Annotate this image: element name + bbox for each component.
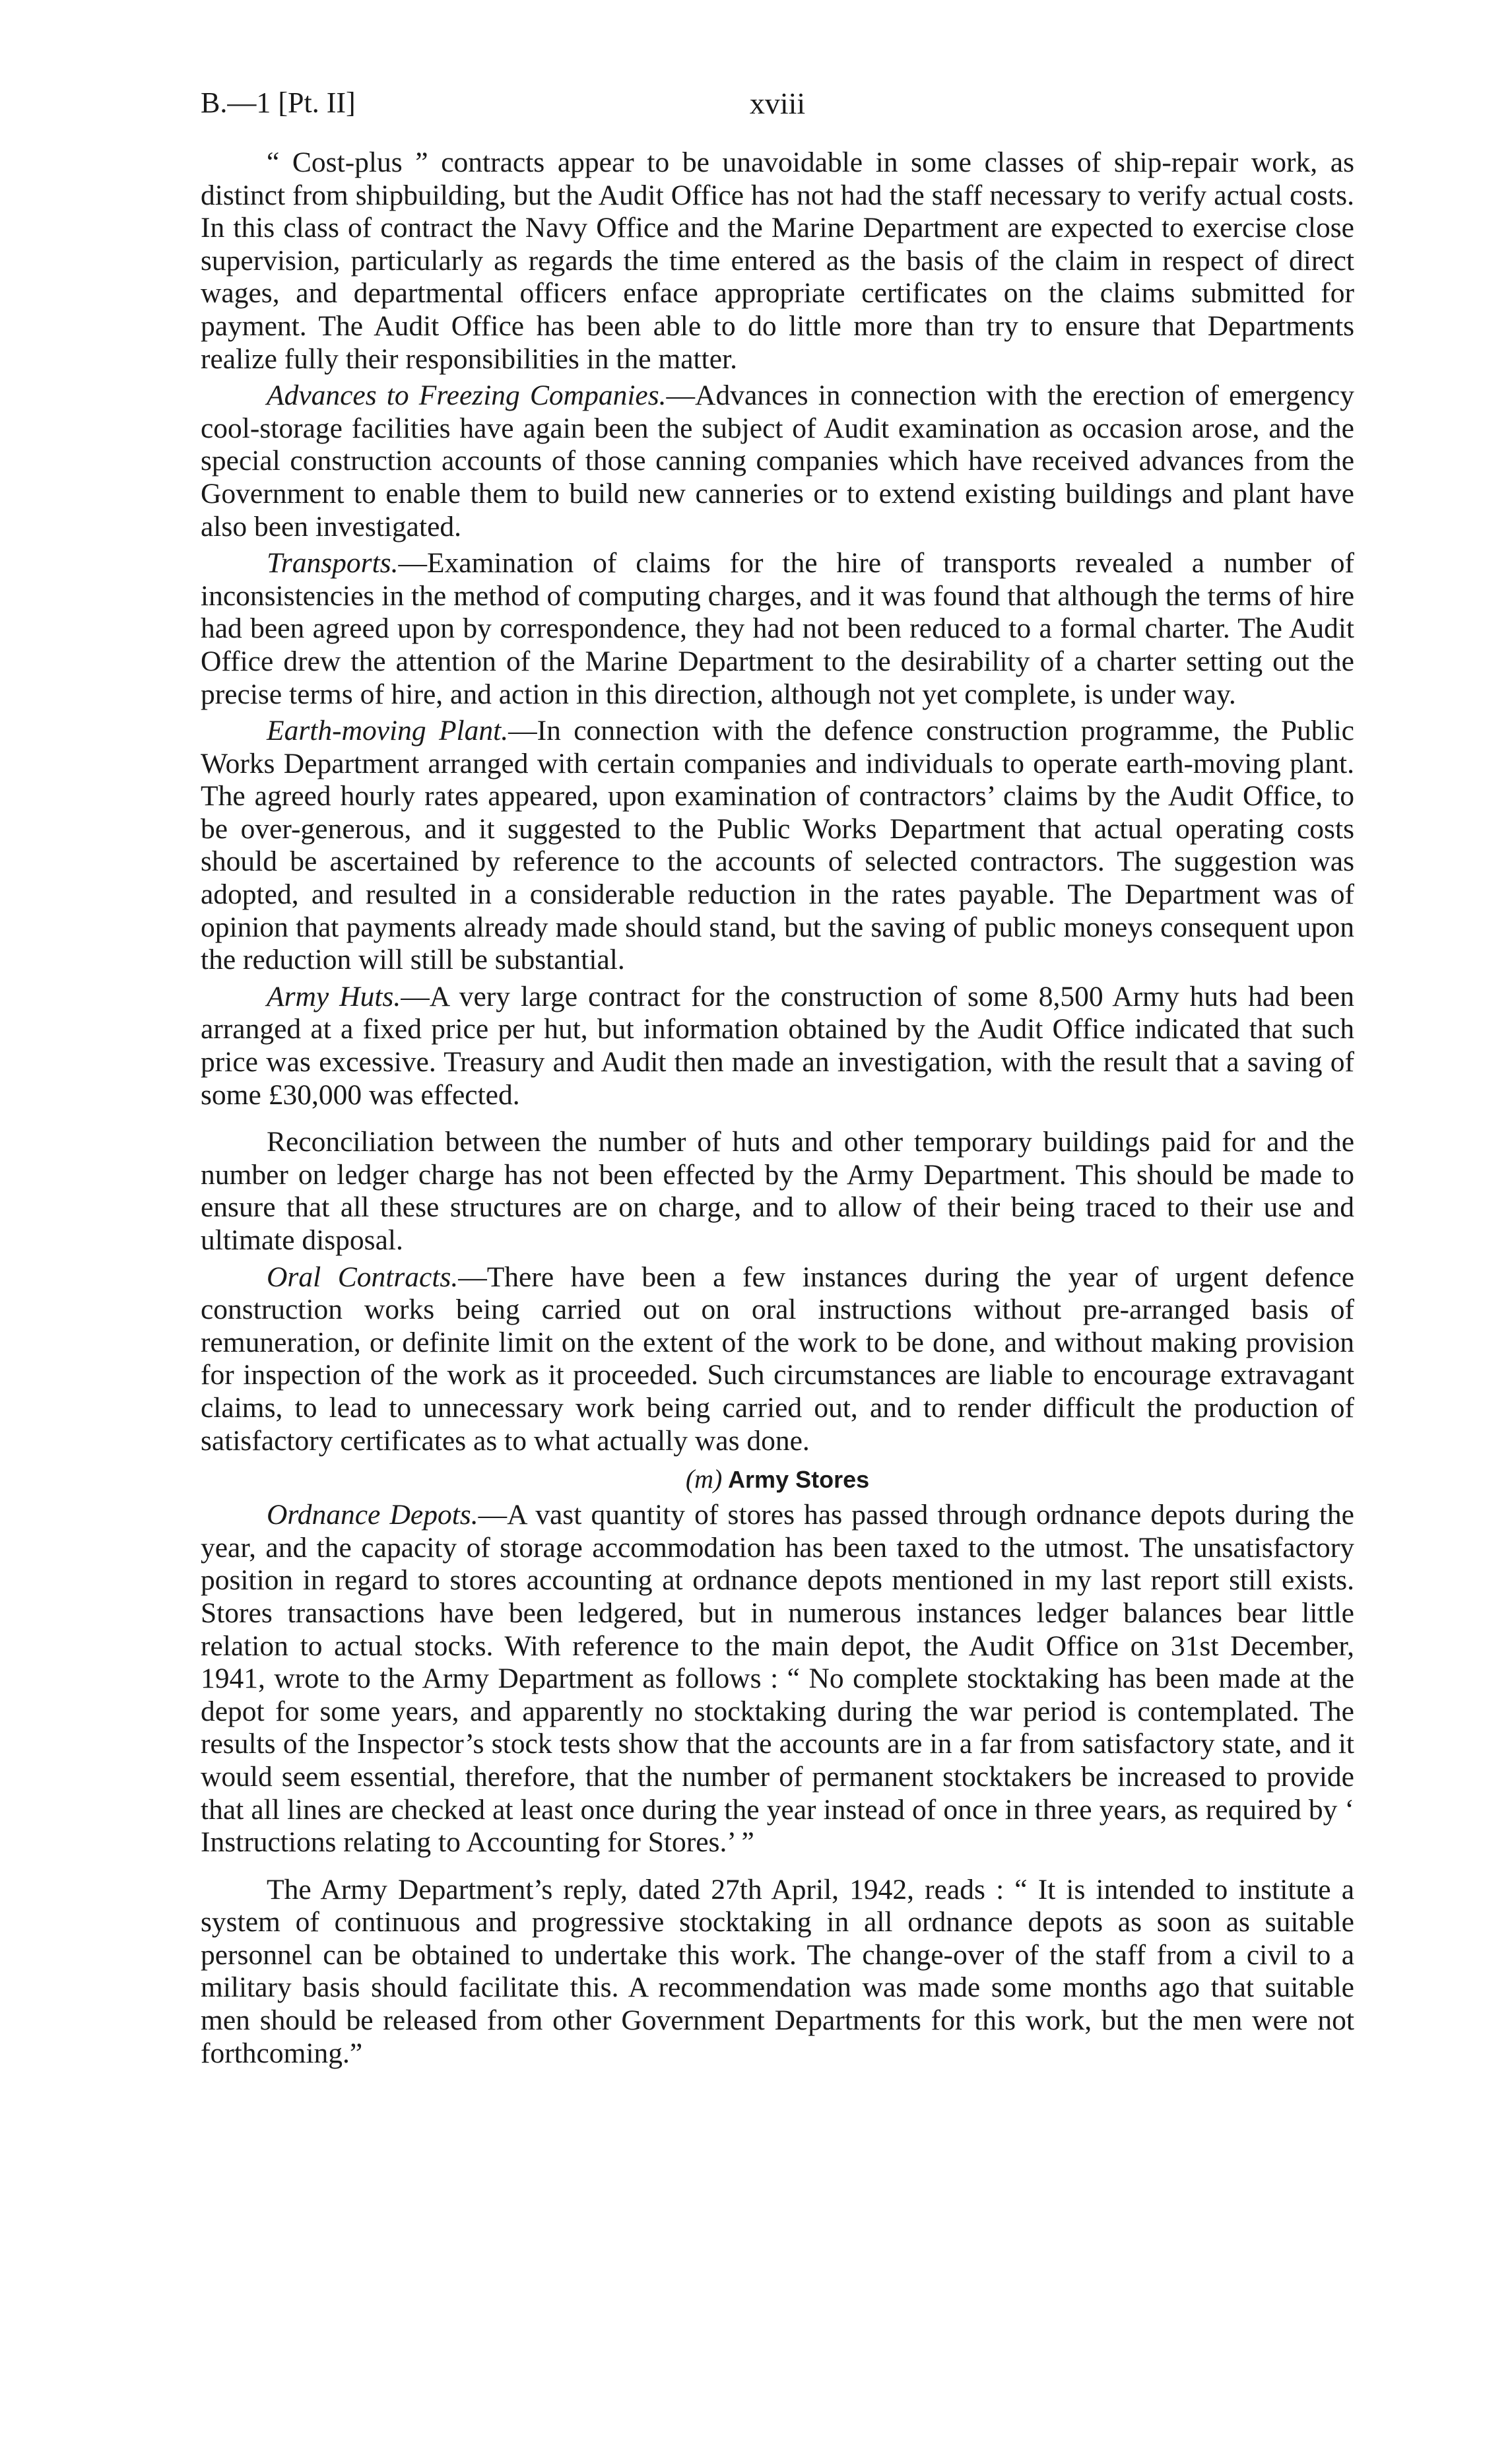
page-header <box>201 86 1354 125</box>
paragraph-earth-moving-plant <box>201 715 1354 977</box>
paragraph-ordnance-depots <box>201 1499 1354 1859</box>
paragraph-heading: Oral Contracts. <box>267 1261 459 1293</box>
paragraph-advances-freezing-companies <box>201 380 1354 543</box>
page-body <box>201 147 1354 2074</box>
paragraph-transports <box>201 547 1354 711</box>
paragraph-text: —Examination of claims for the hire of transports revealed a number of inconsistencies in the method of computing charges, and it was found that although the terms of hire had been agreed upon by correspondence, they had not been reduced to a formal charter. The Audit Office drew the attention of the Marine Department to the desirability of a charter setting out the precise terms of hire, and action in this direction, although not yet complete, is under way. <box>201 547 1354 710</box>
paragraph-heading: Transports. <box>267 547 399 579</box>
page-number: xviii <box>749 86 806 120</box>
paragraph-army-huts <box>201 981 1354 1111</box>
paragraph-reconciliation <box>201 1126 1354 1257</box>
paragraph-text: —A vast quantity of stores has passed through ordnance depots during the year, and the capacity of storage accommodation has been taxed to the utmost. The unsatisfactory position in regard to stores accounting at ordnance depots mentioned in my last report still exists. Stores transactions have been ledgered, but in numerous instances ledger balances bear little relation to actual stocks. With reference to the main depot, the Audit Office on 31st December, 1941, wrote to the Army Department as follows : “ No complete stocktaking has been made at the depot for some years, and apparently no stocktaking during the war period is contemplated. The results of the Inspector’s stock tests show that the accounts are in a far from satisfactory state, and it would seem essential, therefore, that the number of permanent stocktakers be increased to provide that all lines are checked at least once during the year instead of once in three years, as required by ‘ Instructions relating to Accounting for Stores.’ ” <box>201 1499 1354 1859</box>
paragraph-oral-contracts <box>201 1261 1354 1458</box>
paragraph-heading: Army Huts. <box>267 980 401 1012</box>
paragraph-text: “ Cost-plus ” contracts appear to be unavoidable in some classes of ship-repair work, as distinct from shipbuilding, but the Audit Office has not had the staff necessary to verify actual costs. In this class of contract the Navy Office and the Marine Department are expected to exercise close supervision, particularly as regards the time entered as the basis of the claim in respect of direct wages, and departmental officers enface appropriate certificates on the claims submitted for payment. The Audit Office has been able to do little more than try to ensure that Departments realize fully their responsibilities in the matter. <box>201 147 1354 375</box>
paragraph-text: —In connection with the defence construction programme, the Public Works Department arranged with certain companies and individuals to operate earth-moving plant. The agreed hourly rates appeared, upon examination of contractors’ claims by the Audit Office, to be over-generous, and it suggested to the Public Works Department that actual operating costs should be ascertained by reference to the accounts of selected contractors. The suggestion was adopted, and resulted in a considerable reduction in the rates payable. The Department was of opinion that payments already made should stand, but the saving of public moneys consequent upon the reduction will still be substantial. <box>201 715 1354 976</box>
document-reference: B.—1 [Pt. II] <box>201 86 356 119</box>
paragraph-heading: Earth-moving Plant. <box>267 715 509 747</box>
paragraph-text: —Advances in connection with the erection of emergency cool-storage facilities have again been the subject of Audit examination as occasion arose, and the special construction accounts of those canning companies which have received advances from the Government to enable them to build new canneries or to extend existing buildings and plant have also been investigated. <box>201 380 1354 543</box>
paragraph-heading: Ordnance Depots. <box>267 1499 478 1531</box>
paragraph-army-department-reply <box>201 1874 1354 2070</box>
paragraph-text: —There have been a few instances during the year of urgent defence construction works being carried out on oral instructions without pre-arranged basis of remuneration, or definite limit on the extent of the work to be done, and without making provision for inspection of the work as it proceeded. Such circumstances are liable to encourage extravagant claims, to lead to unnecessary work being carried out, and to render difficult the production of satisfactory certificates as to what actually was done. <box>201 1261 1354 1457</box>
paragraph-text: —A very large contract for the construction of some 8,500 Army huts had been arranged at a fixed price per hut, but information obtained by the Audit Office indicated that such price was excessive. Treasury and Audit then made an investigation, with the result that a saving of some £30,000 was effected. <box>201 980 1354 1111</box>
section-marker: (m) <box>685 1464 723 1494</box>
paragraph-cost-plus <box>201 147 1354 376</box>
section-title: Army Stores <box>728 1466 870 1494</box>
paragraph-heading: Advances to Freezing Companies. <box>267 380 667 412</box>
paragraph-text: The Army Department’s reply, dated 27th April, 1942, reads : “ It is intended to institute a system of continuous and progressive stocktaking in all ordnance depots as soon as suitable personnel can be obtained to undertake this work. The change-over of the staff from a civil to a military basis should facilitate this. A recommendation was made some months ago that suitable men should be released from other Government Departments for this work, but the men were not forthcoming.” <box>201 1873 1354 2069</box>
paragraph-text: Reconciliation between the number of huts and other temporary buildings paid for and the number on ledger charge has not been effected by the Army Department. This should be made to ensure that all these structures are on charge, and to allow of their being traced to their use and ultimate disposal. <box>201 1126 1354 1256</box>
section-heading-army-stores <box>201 1463 1354 1496</box>
